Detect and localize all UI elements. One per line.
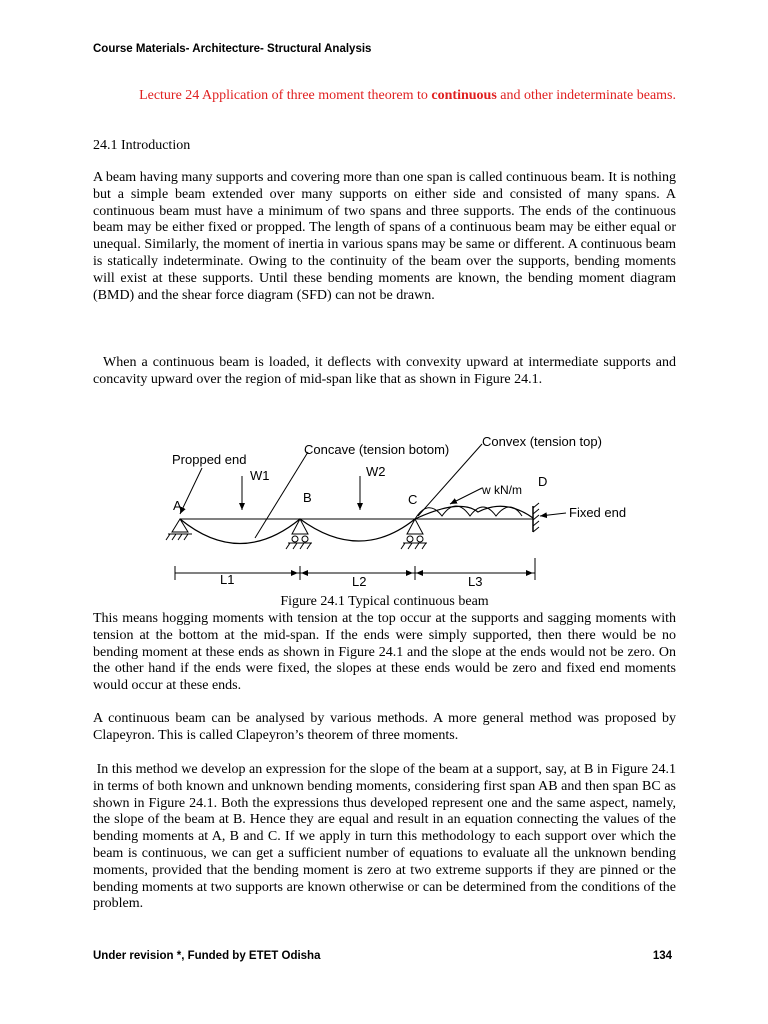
label-a: A <box>173 498 182 513</box>
paragraph-methods: A continuous beam can be analysed by various methods. A more general method was proposed by Clapeyron. This is called Clapeyron’s theorem of three moments. <box>93 711 676 743</box>
paragraph-method-detail: In this method we develop an expression for the slope of the beam at a support, say, at B in Figure 24.1 in terms of both known and unknown bending moments, considering first span AB and then span BC as shown in Figure 24.1. Both the expressions thus developed represent one and the same aspect, namely, the slope of the beam at B. Hence they are equal and result in an equation connecting the values of the bending moments at A, B and C. If we apply in turn this methodology to each support over which the beam is continuous, we can get a sufficient number of equations to evaluate all the unknown bending moments, provided that the bending moment is zero at two extreme supports if they are pinned or the bending moments at two supports are known otherwise or can be determined from the conditions of the problem. <box>93 762 680 912</box>
paragraph-intro: A beam having many supports and covering more than one span is called continuous beam. It is nothing but a simple beam extended over many supports on either side and consisted of many spans. A continuous beam must have a minimum of two spans and three supports. The ends of the continuous beam may be either fixed or propped. The length of spans of a continuous beam may be either equal or unequal. Similarly, the moment of inertia in various spans may be same or different. A continuous beam is statically indeterminate. Owing to the continuity of the beam over the supports, bending moments will exist at these supports. Until these bending moments are known, the bending moment diagram (BMD) and the shear force diagram (SFD) can not be drawn. <box>93 170 676 303</box>
label-convex: Convex (tension top) <box>482 434 602 449</box>
paragraph-moments: This means hogging moments with tension at the top occur at the supports and sagging moments with tension at the bottom at the mid-span. If the ends were simply supported, then there would be no bending moment at these ends as shown in Figure 24.1 and the slope at the ends would not be zero. On the other hand if the ends were fixed, the slopes at these ends would be zero and fixed end moments would occur at these ends. <box>93 611 676 694</box>
running-header: Course Materials- Architecture- Structural Analysis <box>93 43 372 55</box>
label-w1: W1 <box>250 468 270 483</box>
title-bold: continuous <box>431 88 497 103</box>
label-b: B <box>303 490 312 505</box>
label-d: D <box>538 474 548 489</box>
support-b <box>286 519 312 549</box>
deflected-shape <box>180 506 533 543</box>
label-l3: L3 <box>468 574 483 588</box>
figure-caption: Figure 24.1 Typical continuous beam <box>280 594 489 609</box>
label-w2: W2 <box>366 464 386 479</box>
page-number: 134 <box>652 950 672 962</box>
fixed-support-d <box>533 503 539 532</box>
section-heading: 24.1 Introduction <box>93 138 191 153</box>
title-part2: and other indeterminate beams. <box>496 88 676 103</box>
support-c <box>401 519 427 549</box>
label-fixed-end: Fixed end <box>569 505 627 520</box>
footer-funding: Under revision *, Funded by ETET Odisha <box>93 950 321 962</box>
paragraph-deflection: When a continuous beam is loaded, it deflects with convexity upward at intermediate supports and concavity upward over the region of mid-span like that as shown in Figure 24.1. <box>93 355 680 387</box>
continuous-beam-figure <box>160 428 640 588</box>
lecture-title <box>120 87 676 104</box>
label-propped-end: Propped end <box>172 452 247 467</box>
label-c: C <box>408 492 418 507</box>
title-part1: Lecture 24 Application of three moment theorem to <box>139 88 432 103</box>
label-l1: L1 <box>220 572 235 587</box>
support-a <box>166 519 192 540</box>
propped-end-leader <box>180 468 202 514</box>
fixed-end-leader <box>540 513 566 516</box>
concave-leader <box>255 452 308 538</box>
label-udl: w kN/m <box>482 483 522 497</box>
label-l2: L2 <box>352 574 367 588</box>
udl-leader <box>450 488 482 504</box>
label-concave: Concave (tension botom) <box>304 442 450 457</box>
